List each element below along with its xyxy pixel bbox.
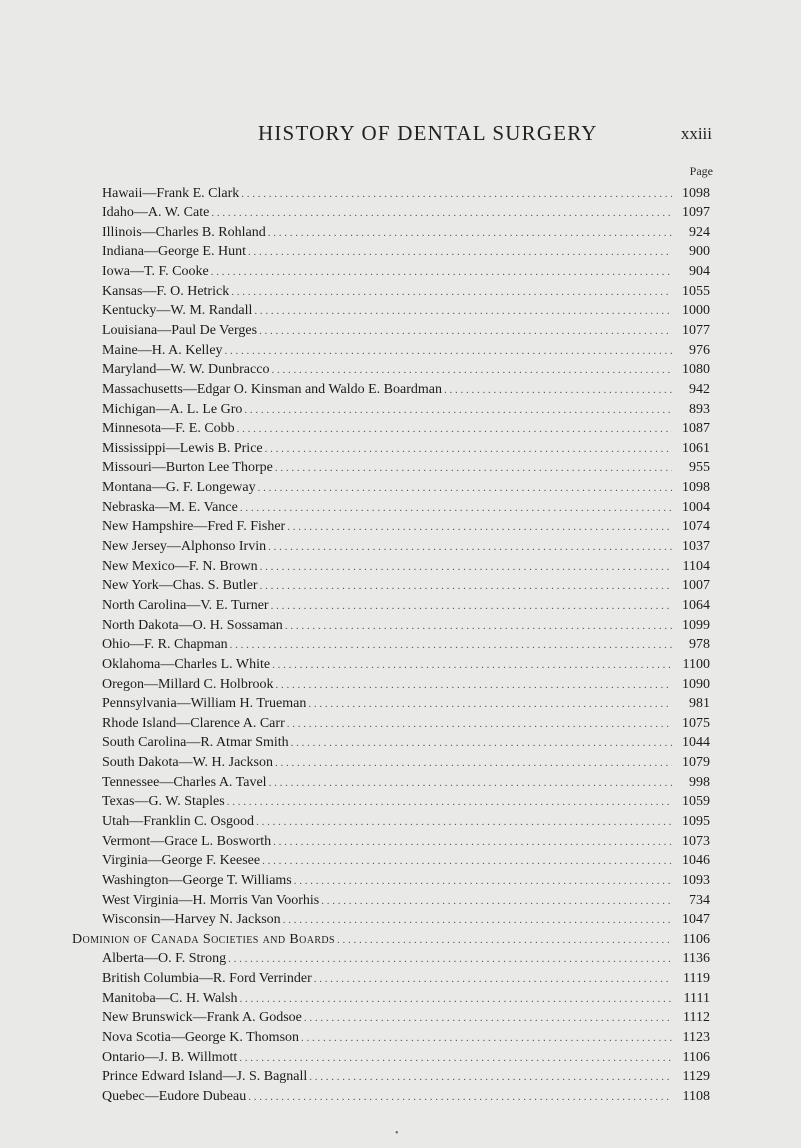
entry-name: New Brunswick—Frank A. Godsoe (102, 1010, 302, 1026)
entry-name: Rhode Island—Clarence A. Carr (102, 715, 285, 731)
entry-name: Illinois—Charles B. Rohland (102, 224, 266, 240)
entry-name: Pennsylvania—William H. Trueman (102, 696, 307, 712)
entry-page-number: 1007 (682, 578, 710, 594)
dot-leader (244, 401, 672, 421)
dot-leader (260, 577, 672, 597)
index-entry (102, 812, 710, 832)
entry-name: New Mexico—F. N. Brown (102, 558, 258, 574)
entry-name: Mississippi—Lewis B. Price (102, 440, 263, 456)
index-entry (102, 576, 710, 596)
index-entry (102, 517, 710, 537)
dot-leader (272, 656, 672, 676)
entry-name: Idaho—A. W. Cate (102, 205, 210, 221)
entry-page-number: 1077 (682, 322, 710, 338)
dot-leader (237, 420, 672, 440)
dot-leader (260, 558, 672, 578)
entry-page-number: 1004 (682, 499, 710, 515)
dot-leader (275, 754, 672, 774)
entry-name: Texas—G. W. Staples (102, 794, 225, 810)
entry-name: South Carolina—R. Atmar Smith (102, 735, 289, 751)
entry-page-number: 1046 (682, 853, 710, 869)
section-heading-entry (72, 930, 710, 950)
entry-name: South Dakota—W. H. Jackson (102, 755, 273, 771)
entry-page-number: 1136 (682, 951, 710, 967)
dot-leader (265, 440, 672, 460)
dot-leader (240, 499, 672, 519)
entry-page-number: 1000 (682, 303, 710, 319)
index-entry (102, 301, 710, 321)
entry-name: Wisconsin—Harvey N. Jackson (102, 912, 281, 928)
entry-page-number: 981 (689, 696, 710, 712)
entry-page-number: 1111 (683, 990, 710, 1006)
index-list (72, 184, 710, 1107)
entry-page-number: 1108 (682, 1088, 710, 1104)
dot-leader (273, 833, 672, 853)
entry-page-number: 1047 (682, 912, 710, 928)
index-entry (102, 537, 710, 557)
entry-name: Tennessee—Charles A. Tavel (102, 774, 267, 790)
index-entry (102, 439, 710, 459)
entry-page-number: 1074 (682, 519, 710, 535)
index-entry (102, 910, 710, 930)
entry-name: Oregon—Millard C. Holbrook (102, 676, 274, 692)
entry-name: Vermont—Grace L. Bosworth (102, 833, 272, 849)
dot-leader (268, 538, 672, 558)
entry-name: Dominion of Canada Societies and Boards (72, 931, 336, 947)
entry-name: Iowa—T. F. Cooke (102, 264, 209, 280)
dot-leader (230, 636, 672, 656)
dot-leader (211, 204, 672, 224)
entry-page-number: 998 (689, 774, 710, 790)
entry-page-number: 1097 (682, 205, 710, 221)
entry-page-number: 1098 (682, 480, 710, 496)
dot-leader (294, 872, 672, 892)
dot-leader (291, 734, 672, 754)
dot-leader (321, 892, 672, 912)
index-entry (102, 1008, 710, 1028)
entry-page-number: 1123 (682, 1030, 710, 1046)
entry-name: New Hampshire—Fred F. Fisher (102, 519, 286, 535)
dot-leader (444, 381, 672, 401)
entry-page-number: 1055 (682, 283, 710, 299)
dot-leader (258, 479, 672, 499)
entry-name: Nova Scotia—George K. Thomson (102, 1030, 300, 1046)
dot-leader (314, 970, 672, 990)
entry-page-number: 1098 (682, 185, 710, 201)
index-entry (102, 400, 710, 420)
dot-leader (225, 342, 672, 362)
entry-page-number: 978 (689, 637, 710, 653)
entry-name: Quebec—Eudore Dubeau (102, 1088, 247, 1104)
index-entry (102, 655, 710, 675)
index-entry (102, 969, 710, 989)
entry-name: Hawaii—Frank E. Clark (102, 185, 240, 201)
dot-leader (256, 813, 672, 833)
print-mark: • (395, 1128, 399, 1139)
index-entry (102, 419, 710, 439)
index-entry (102, 262, 710, 282)
entry-page-number: 904 (689, 264, 710, 280)
dot-leader (285, 617, 672, 637)
dot-leader (309, 1068, 672, 1088)
entry-name: Kentucky—W. M. Randall (102, 303, 253, 319)
dot-leader (304, 1009, 672, 1029)
entry-page-number: 1061 (682, 440, 710, 456)
dot-leader (271, 597, 672, 617)
entry-name: New York—Chas. S. Butler (102, 578, 258, 594)
page-number: xxiii (680, 124, 712, 143)
dot-leader (240, 990, 673, 1010)
entry-name: West Virginia—H. Morris Van Voorhis (102, 892, 320, 908)
entry-name: Maryland—W. W. Dunbracco (102, 362, 270, 378)
index-entry (102, 223, 710, 243)
entry-name: Prince Edward Island—J. S. Bagnall (102, 1069, 308, 1085)
index-entry (102, 989, 710, 1009)
dot-leader (248, 243, 672, 263)
entry-page-number: 1037 (682, 539, 710, 555)
running-head: HISTORY OF DENTAL SURGERY (258, 121, 598, 145)
dot-leader (337, 931, 672, 951)
dot-leader (287, 518, 672, 538)
dot-leader (259, 322, 672, 342)
index-entry (102, 694, 710, 714)
index-entry (102, 282, 710, 302)
entry-page-number: 924 (689, 224, 710, 240)
index-entry (102, 1087, 710, 1107)
entry-name: Massachusetts—Edgar O. Kinsman and Waldo E. Boardman (102, 381, 442, 397)
index-entry (102, 871, 710, 891)
index-entry (102, 498, 710, 518)
dot-leader (283, 911, 672, 931)
entry-name: Oklahoma—Charles L. White (102, 656, 271, 672)
index-entry (102, 675, 710, 695)
entry-page-number: 1119 (683, 971, 710, 987)
entry-page-number: 1100 (682, 656, 710, 672)
index-entry (102, 242, 710, 262)
entry-page-number: 976 (689, 342, 710, 358)
entry-page-number: 1073 (682, 833, 710, 849)
entry-page-number: 1129 (682, 1069, 710, 1085)
entry-name: North Carolina—V. E. Turner (102, 597, 269, 613)
entry-page-number: 900 (689, 244, 710, 260)
entry-page-number: 1079 (682, 755, 710, 771)
index-entry (102, 891, 710, 911)
entry-name: Washington—George T. Williams (102, 872, 292, 888)
index-entry (102, 714, 710, 734)
entry-name: Louisiana—Paul De Verges (102, 322, 258, 338)
index-entry (102, 773, 710, 793)
entry-page-number: 1104 (682, 558, 710, 574)
dot-leader (227, 793, 672, 813)
index-entry (102, 616, 710, 636)
entry-name: Minnesota—F. E. Cobb (102, 421, 235, 437)
dot-leader (268, 224, 672, 244)
entry-name: Alberta—O. F. Strong (102, 951, 227, 967)
index-entry (102, 753, 710, 773)
entry-name: British Columbia—R. Ford Verrinder (102, 971, 312, 987)
entry-page-number: 1087 (682, 421, 710, 437)
dot-leader (211, 263, 672, 283)
index-entry (102, 321, 710, 341)
entry-name: New Jersey—Alphonso Irvin (102, 539, 267, 555)
index-entry (102, 380, 710, 400)
entry-page-number: 942 (689, 381, 710, 397)
index-entry (102, 596, 710, 616)
entry-page-number: 955 (689, 460, 710, 476)
entry-name: Missouri—Burton Lee Thorpe (102, 460, 273, 476)
entry-name: North Dakota—O. H. Sossaman (102, 617, 283, 633)
index-entry (102, 341, 710, 361)
entry-page-number: 1112 (683, 1010, 710, 1026)
index-entry (102, 733, 710, 753)
index-entry (102, 1067, 710, 1087)
index-entry (102, 184, 710, 204)
dot-leader (271, 361, 672, 381)
dot-leader (275, 459, 672, 479)
dot-leader (241, 185, 672, 205)
entry-name: Ohio—F. R. Chapman (102, 637, 228, 653)
entry-name: Virginia—George F. Keesee (102, 853, 261, 869)
index-entry (102, 792, 710, 812)
dot-leader (228, 950, 672, 970)
index-entry (102, 635, 710, 655)
dot-leader (301, 1029, 672, 1049)
index-entry (102, 851, 710, 871)
index-entry (102, 1048, 710, 1068)
dot-leader (254, 302, 672, 322)
entry-page-number: 1090 (682, 676, 710, 692)
entry-page-number: 893 (689, 401, 710, 417)
entry-page-number: 1059 (682, 794, 710, 810)
entry-page-number: 734 (689, 892, 710, 908)
dot-leader (275, 676, 672, 696)
entry-page-number: 1106 (682, 931, 710, 947)
entry-page-number: 1075 (682, 715, 710, 731)
entry-page-number: 1106 (682, 1049, 710, 1065)
entry-page-number: 1095 (682, 814, 710, 829)
index-entry (102, 1028, 710, 1048)
entry-page-number: 1044 (682, 735, 710, 751)
page-column-label: Page (689, 164, 713, 178)
entry-page-number: 1080 (682, 362, 710, 378)
dot-leader (262, 852, 672, 872)
dot-leader (231, 283, 672, 303)
index-entry (102, 203, 710, 223)
index-entry (102, 832, 710, 852)
entry-page-number: 1099 (682, 617, 710, 633)
index-entry (102, 949, 710, 969)
entry-name: Kansas—F. O. Hetrick (102, 283, 230, 299)
index-entry (102, 557, 710, 577)
dot-leader (248, 1088, 672, 1108)
dot-leader (308, 695, 672, 715)
index-entry (102, 360, 710, 380)
entry-name: Michigan—A. L. Le Gro (102, 401, 243, 417)
entry-name: Montana—G. F. Longeway (102, 480, 256, 496)
entry-name: Indiana—George E. Hunt (102, 244, 246, 260)
dot-leader (239, 1049, 672, 1069)
index-entry (102, 458, 710, 478)
entry-name: Maine—H. A. Kelley (102, 342, 223, 358)
dot-leader (287, 715, 672, 735)
entry-name: Ontario—J. B. Willmott (102, 1049, 238, 1065)
entry-page-number: 1064 (682, 597, 710, 613)
page-header (0, 121, 801, 145)
entry-page-number: 1093 (682, 872, 710, 888)
entry-name: Manitoba—C. H. Walsh (102, 990, 238, 1006)
entry-name: Utah—Franklin C. Osgood (102, 814, 255, 829)
dot-leader (269, 774, 672, 794)
index-entry (102, 478, 710, 498)
entry-name: Nebraska—M. E. Vance (102, 499, 238, 515)
